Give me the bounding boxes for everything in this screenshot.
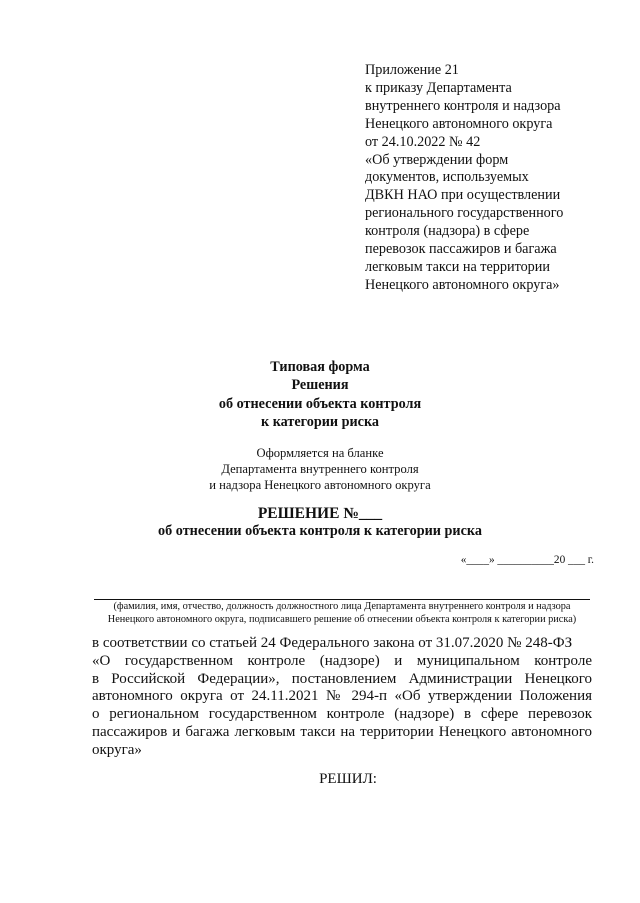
appendix-line: Приложение 21 — [365, 62, 459, 78]
body-line: округа» — [92, 741, 142, 758]
body-line: в Российской Федерации», постановлением Администрации Ненецкого — [92, 670, 592, 687]
form-title — [0, 358, 640, 431]
form-title-line: Типовая форма — [270, 359, 370, 375]
appendix-line: ДВКН НАО при осуществлении — [365, 187, 561, 204]
appendix-line: от 24.10.2022 № 42 — [365, 133, 481, 150]
decision-body — [92, 635, 592, 760]
form-title-line: к категории риска — [260, 413, 380, 430]
body-line: пассажиров и багажа легковым такси на территории Ненецкого автономного — [92, 723, 592, 740]
appendix-header — [365, 62, 615, 295]
body-line: о региональном государственном контроле (надзоре) в сфере перевозок — [92, 706, 592, 723]
caption-line: Ненецкого автономного округа, подписавшего решение об отнесении объекта контроля к категории риска) — [107, 613, 577, 625]
resolved-heading: РЕШИЛ: — [319, 771, 377, 787]
appendix-line: контроля (надзора) в сфере — [365, 223, 530, 240]
letterhead-note — [0, 446, 640, 493]
appendix-line: легковым такси на территории — [365, 258, 550, 275]
appendix-line: Ненецкого автономного округа» — [365, 276, 560, 293]
appendix-line: «Об утверждении форм — [365, 151, 509, 168]
signatory-underline — [94, 599, 590, 600]
body-line: автономного округа от 24.11.2021 № 294-п «Об утверждении Положения — [92, 688, 592, 705]
decision-subtitle: об отнесении объекта контроля к категории риска — [158, 523, 482, 539]
appendix-line: регионального государственного — [365, 205, 564, 222]
appendix-line: внутреннего контроля и надзора — [365, 97, 561, 114]
form-title-line: Решения — [291, 377, 349, 394]
date-field: «____» __________20 ___ г. — [460, 554, 594, 566]
decision-title: РЕШЕНИЕ №___ — [257, 505, 383, 522]
letterhead-note-line: Департамента внутреннего контроля — [221, 461, 419, 476]
signatory-caption — [92, 601, 592, 626]
caption-line: (фамилия, имя, отчество, должность должностного лица Департамента внутреннего контроля и надзора — [113, 601, 571, 612]
body-line: в соответствии со статьей 24 Федерального закона от 31.07.2020 № 248-ФЗ — [92, 635, 573, 651]
appendix-line: Ненецкого автономного округа — [365, 115, 553, 132]
letterhead-note-line: Оформляется на бланке — [256, 446, 384, 460]
body-line: «О государственном контроле (надзоре) и муниципальном контроле — [92, 652, 592, 669]
appendix-line: документов, используемых — [365, 169, 529, 186]
form-title-line: об отнесении объекта контроля — [218, 395, 422, 412]
letterhead-note-line: и надзора Ненецкого автономного округа — [209, 477, 431, 492]
appendix-line: к приказу Департамента — [365, 79, 512, 96]
appendix-line: перевозок пассажиров и багажа — [365, 241, 557, 258]
